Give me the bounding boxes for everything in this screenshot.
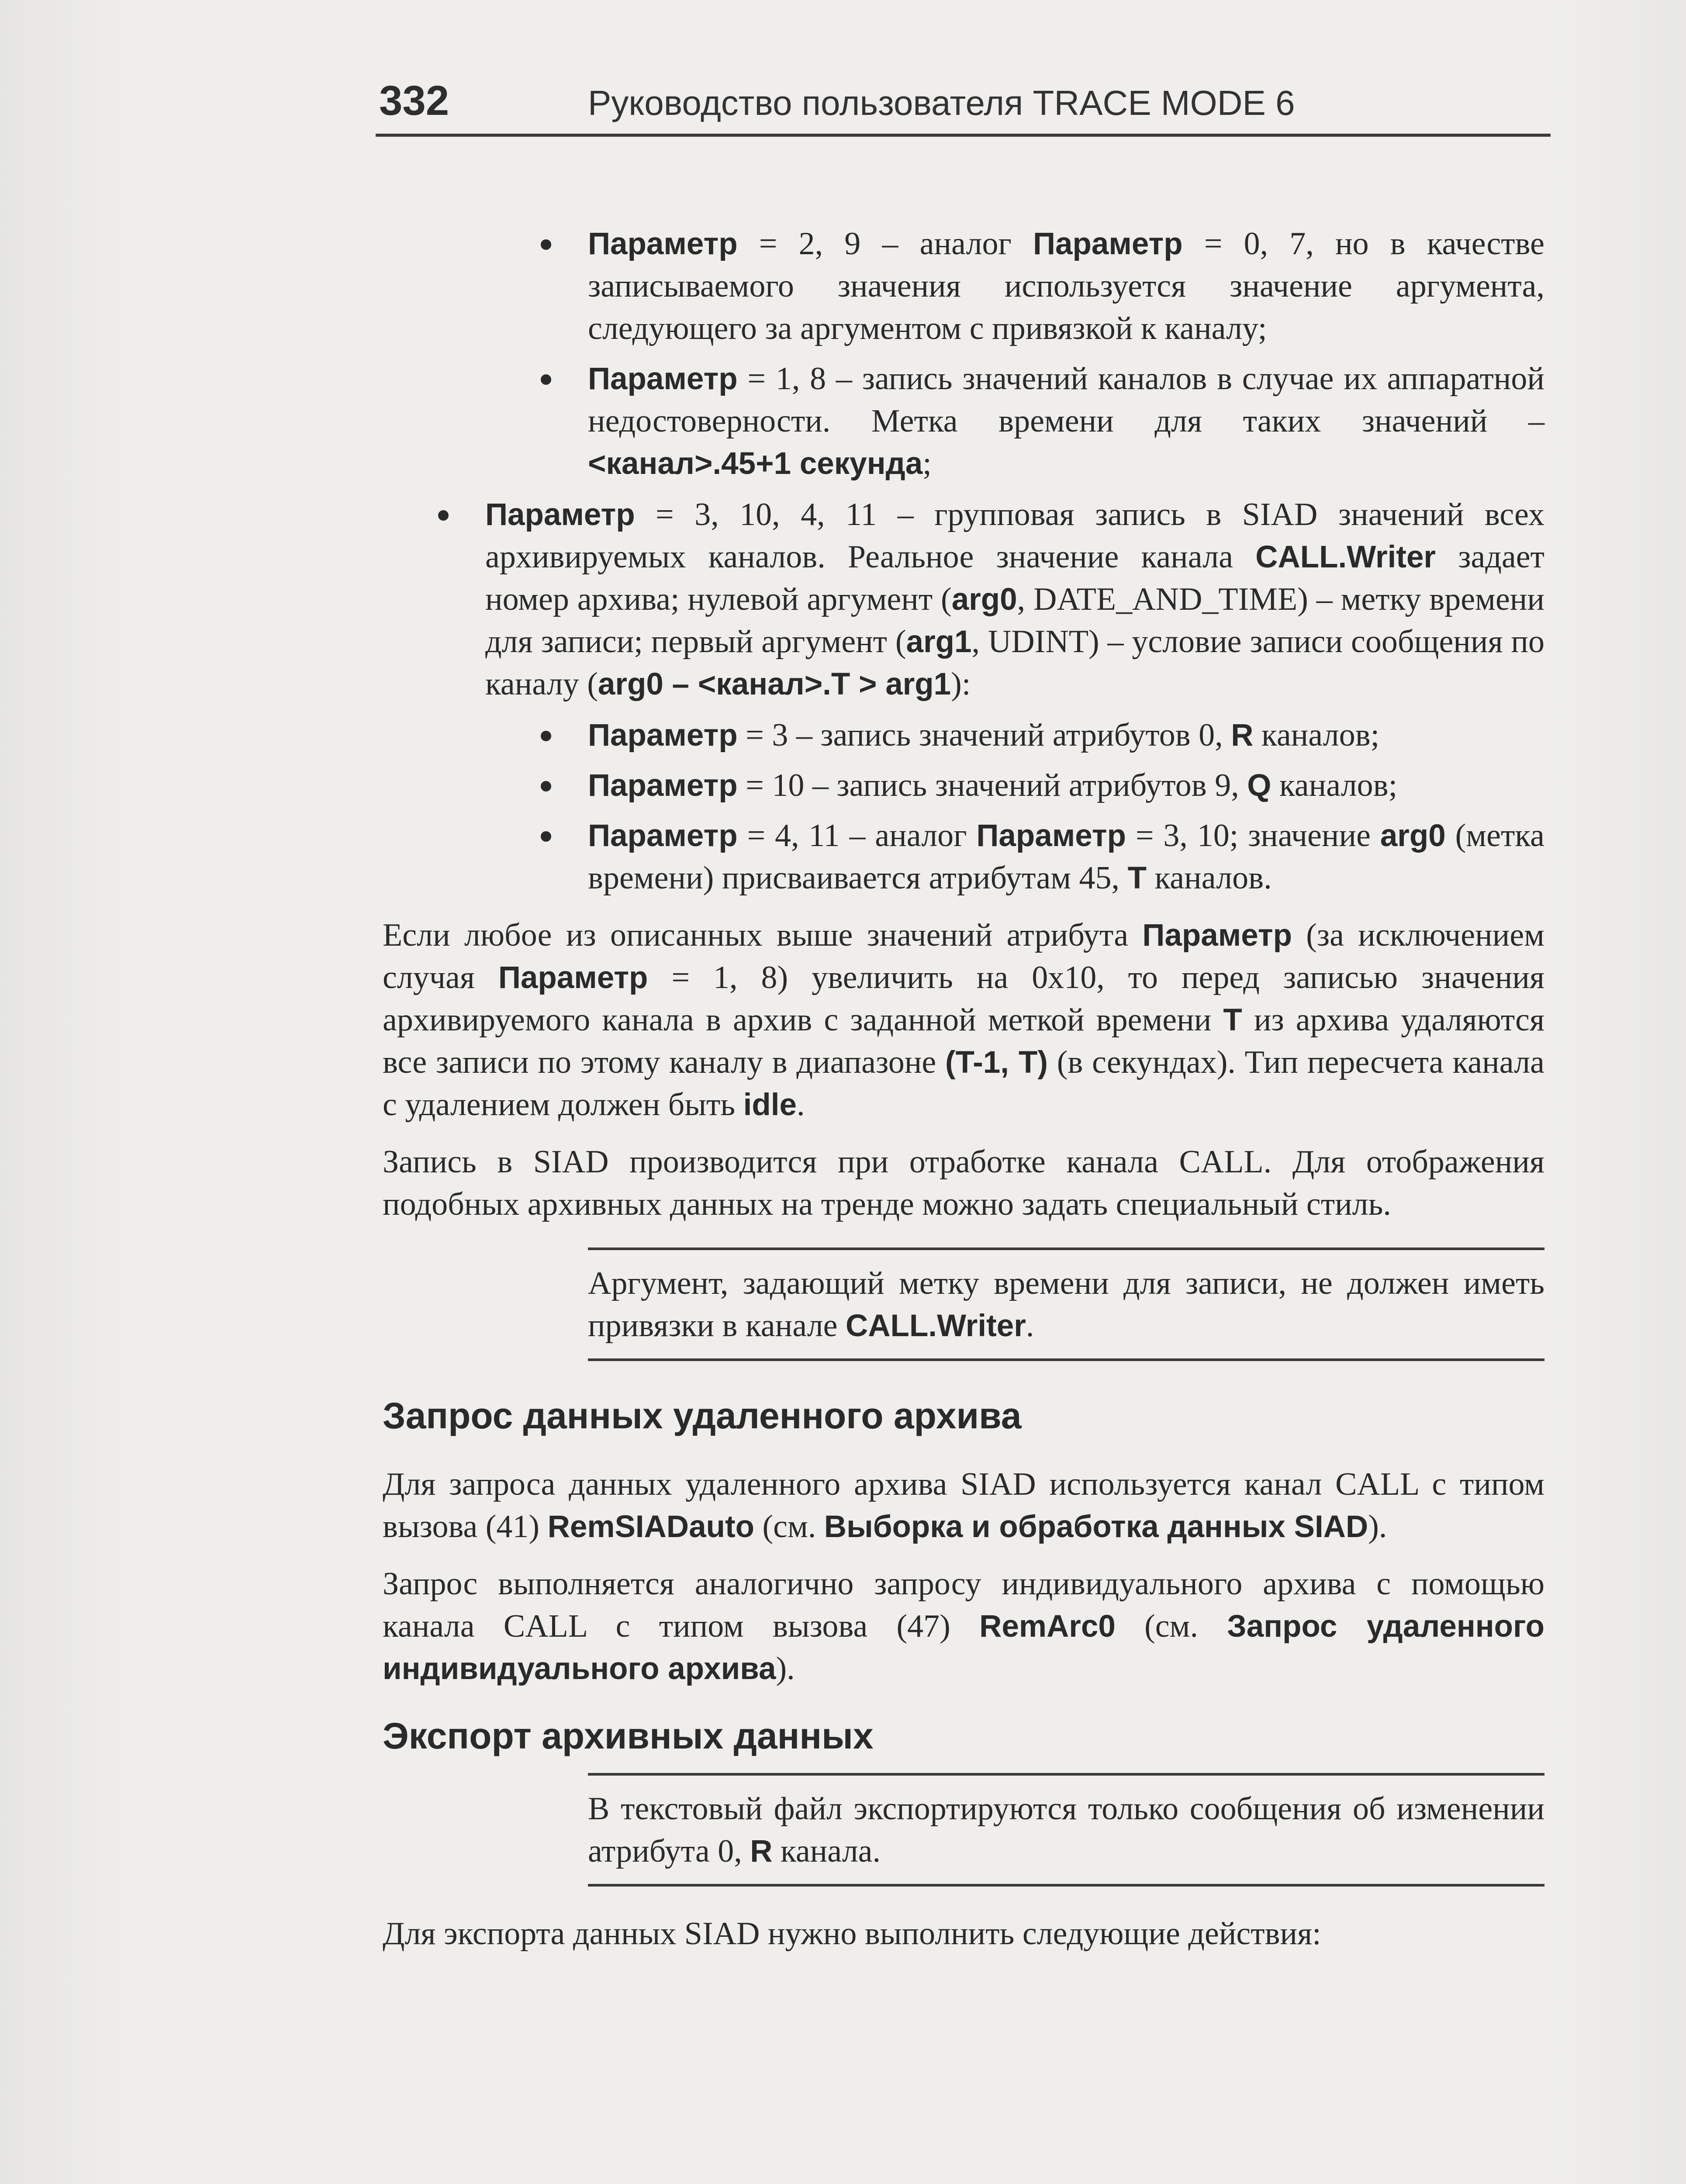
bold-term: <канал>.45+1 секунда bbox=[588, 446, 923, 481]
bullet-item bbox=[588, 223, 1544, 350]
text-run: = 0, 7, но в качестве записываемого значения используется значение аргумента, следующего за аргументом с привязкой к каналу; bbox=[588, 226, 1544, 346]
bold-term: T bbox=[1127, 861, 1147, 895]
bold-term: RemArc0 bbox=[979, 1609, 1116, 1644]
text-run: из архива удаляются все записи по этому каналу в диапазоне bbox=[383, 1002, 1544, 1080]
bold-term: CALL.Writer bbox=[845, 1309, 1026, 1343]
bold-term: R bbox=[1231, 718, 1254, 753]
text-run: (метка времени) присваивается атрибутам 45, bbox=[588, 818, 1544, 896]
text-run: = 3, 10; значение bbox=[1126, 818, 1380, 854]
bold-term: Параметр bbox=[588, 227, 738, 261]
text-run: Запись в SIAD производится при отработке канала CALL. Для отображения подобных архивных данных на тренде можно задать специальный стиль. bbox=[383, 1144, 1544, 1222]
text-run: (см. bbox=[1115, 1608, 1227, 1644]
bold-term: R bbox=[750, 1834, 773, 1869]
bullet-dot-icon bbox=[438, 510, 449, 521]
text-run: Для запроса данных удаленного архива SIAD используется канал CALL с типом вызова (41) bbox=[383, 1466, 1544, 1545]
note-box bbox=[588, 1773, 1544, 1887]
text-run: . bbox=[1026, 1308, 1034, 1344]
section-heading: Запрос данных удаленного архива bbox=[383, 1395, 1022, 1436]
bullet-dot-icon bbox=[541, 374, 551, 385]
text-run: = 4, 11 – аналог bbox=[737, 818, 977, 854]
text-run: = 1, 8) увеличить на 0x10, то перед записью значения архивируемого канала в архив с заданной меткой времени bbox=[383, 960, 1545, 1038]
text-run: ). bbox=[776, 1651, 795, 1686]
bullet-dot-icon bbox=[541, 239, 551, 250]
text-run: каналов; bbox=[1271, 767, 1398, 803]
text-run: (в секундах). Тип пересчета канала с удалением должен быть bbox=[383, 1044, 1544, 1123]
page-number: 332 bbox=[379, 77, 449, 124]
text-run: Аргумент, задающий метку времени для записи, не должен иметь привязки в канале bbox=[588, 1265, 1544, 1344]
note-box bbox=[588, 1248, 1544, 1361]
paragraph bbox=[383, 1563, 1544, 1690]
paragraph bbox=[383, 1141, 1544, 1226]
text-run: . bbox=[796, 1087, 805, 1123]
bold-term: idle bbox=[743, 1088, 797, 1122]
bold-term: T bbox=[1223, 1003, 1242, 1037]
text-run: = 3, 10, 4, 11 – групповая запись в SIAD значений всех архивируемых каналов. Реальное значение канала bbox=[485, 497, 1544, 575]
bold-term: Параметр bbox=[588, 819, 738, 853]
text-run: каналов; bbox=[1253, 717, 1380, 753]
paragraph bbox=[383, 1463, 1544, 1548]
bold-term: Выборка и обработка данных SIAD bbox=[824, 1510, 1368, 1544]
bullet-item bbox=[485, 494, 1544, 705]
text-run: = 2, 9 – аналог bbox=[737, 226, 1033, 262]
text-run: = 3 – запись значений атрибутов 0, bbox=[737, 717, 1231, 753]
bullet-dot-icon bbox=[541, 831, 551, 842]
bullet-dot-icon bbox=[541, 731, 551, 741]
bold-term: Параметр bbox=[588, 768, 738, 803]
section-heading: Экспорт архивных данных bbox=[383, 1715, 874, 1756]
bold-term: Параметр bbox=[498, 961, 648, 995]
bold-term: CALL.Writer bbox=[1255, 540, 1436, 574]
bold-term: Запрос удаленного индивидуального архива bbox=[383, 1609, 1545, 1686]
running-title: Руководство пользователя TRACE MODE 6 bbox=[588, 83, 1295, 122]
bullet-item bbox=[588, 358, 1544, 485]
text-run: , UDINT) – условие записи сообщения по каналу ( bbox=[485, 624, 1544, 702]
text-run: ; bbox=[922, 446, 932, 481]
bold-term: Q bbox=[1247, 768, 1271, 803]
bold-term: (T-1, T) bbox=[945, 1045, 1048, 1080]
bullet-item bbox=[588, 815, 1544, 899]
text-run: = 1, 8 – запись значений каналов в случае их аппаратной недостоверности. Метка времени для таких значений – bbox=[588, 361, 1544, 439]
bold-term: RemSIADauto bbox=[547, 1510, 754, 1544]
bullet-list bbox=[383, 223, 1544, 899]
text-run: задает номер архива; нулевой аргумент ( bbox=[485, 539, 1544, 617]
page-header bbox=[376, 77, 1551, 137]
text-run: , DATE_AND_TIME) – метку времени для записи; первый аргумент ( bbox=[485, 581, 1544, 660]
text-run: В текстовый файл экспортируются только сообщения об изменении атрибута 0, bbox=[588, 1791, 1544, 1869]
bold-term: arg0 bbox=[1380, 819, 1446, 853]
page-content bbox=[383, 223, 1544, 1955]
text-run: ). bbox=[1368, 1509, 1387, 1545]
bold-term: Параметр bbox=[485, 498, 635, 532]
bold-term: Параметр bbox=[588, 362, 738, 396]
bold-term: Параметр bbox=[976, 819, 1126, 853]
bold-term: Параметр bbox=[588, 718, 738, 753]
text-run: (за исключением случая bbox=[383, 917, 1544, 995]
text-run: Если любое из описанных выше значений атрибута bbox=[383, 917, 1143, 953]
paragraph bbox=[383, 914, 1544, 1126]
text-run: (см. bbox=[754, 1509, 824, 1545]
bold-term: arg0 bbox=[951, 582, 1017, 617]
text-run: канала. bbox=[772, 1833, 881, 1869]
bold-term: arg0 – <канал>.T > arg1 bbox=[598, 667, 951, 702]
bullet-item bbox=[588, 714, 1544, 757]
text-run: Запрос выполняется аналогично запросу индивидуального архива с помощью канала CALL с типом вызова (47) bbox=[383, 1566, 1544, 1644]
bullet-dot-icon bbox=[541, 781, 551, 791]
text-run: каналов. bbox=[1146, 860, 1272, 896]
bullet-item bbox=[588, 764, 1544, 807]
paragraph bbox=[383, 1913, 1544, 1955]
bold-term: arg1 bbox=[906, 625, 972, 659]
text-run: Для экспорта данных SIAD нужно выполнить следующие действия: bbox=[383, 1916, 1321, 1952]
text-run: = 10 – запись значений атрибутов 9, bbox=[737, 767, 1247, 803]
text-run: ): bbox=[951, 666, 971, 702]
bold-term: Параметр bbox=[1142, 918, 1292, 953]
bold-term: Параметр bbox=[1033, 227, 1183, 261]
